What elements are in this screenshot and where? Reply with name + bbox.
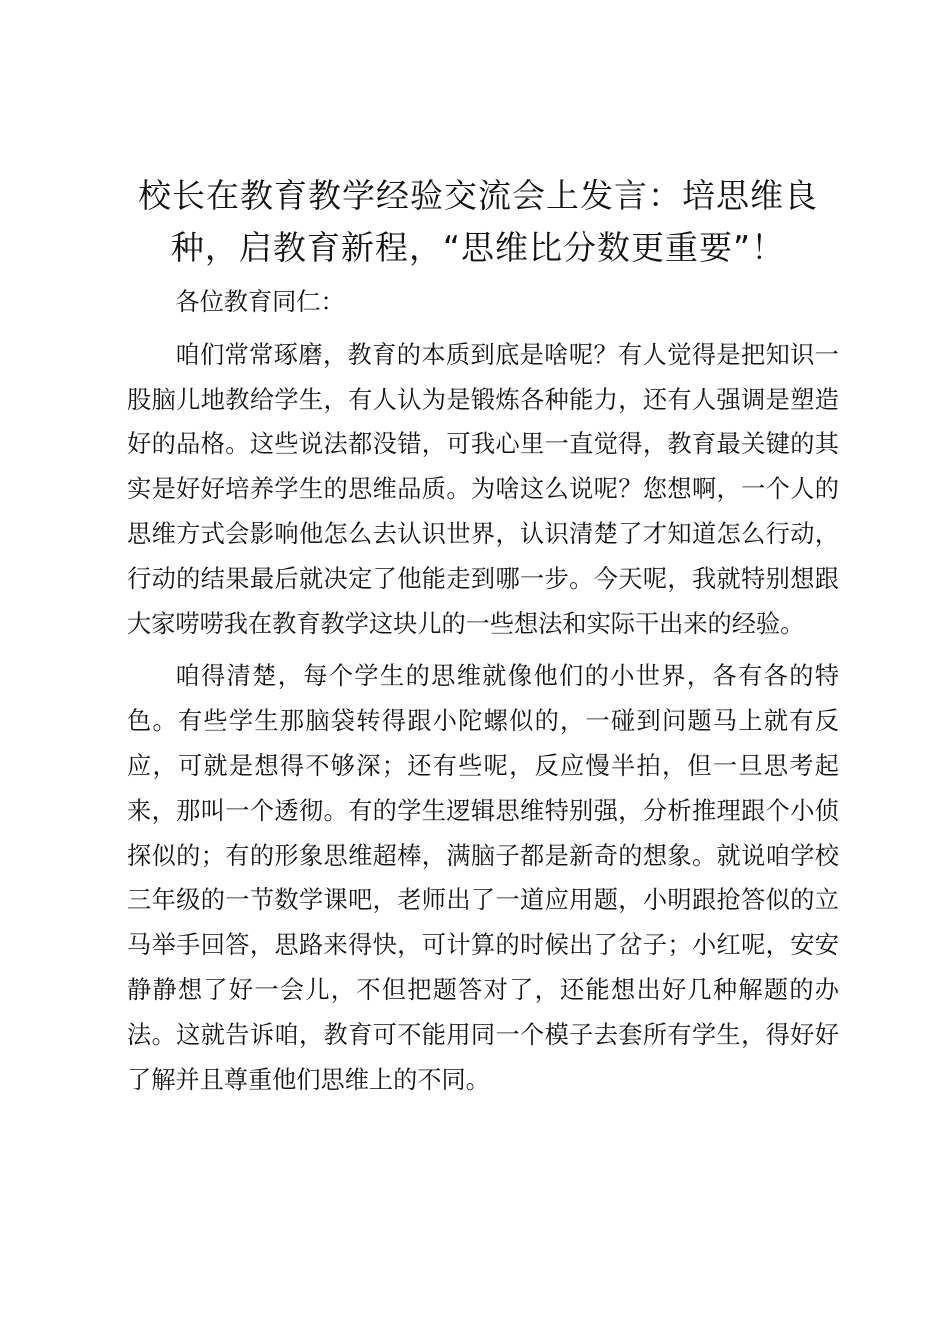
document-body: [127, 280, 839, 1110]
document-title: 校长在教育教学经验交流会上发言：培思维良种，启教育新程，“思维比分数更重要”！: [138, 176, 818, 267]
paragraph-1: 咱们常常琢磨，教育的本质到底是啥呢？有人觉得是把知识一股脑儿地教给学生，有人认为是锻炼各种能力，还有人强调是塑造好的品格。这些说法都没错，可我心里一直觉得，教育最关键的其实是好好培养学生的思维品质。为啥这么说呢？您想啊，一个人的思维方式会影响他怎么去认识世界，认识清楚了才知道怎么行动，行动的结果最后就决定了他能走到哪一步。今天呢，我就特别想跟大家唠唠我在教育教学这块儿的一些想法和实际干出来的经验。: [127, 340, 839, 638]
salutation: 各位教育同仁：: [175, 288, 345, 316]
paragraph-2: 咱得清楚，每个学生的思维就像他们的小世界，各有各的特色。有些学生那脑袋转得跟小陀螺似的，一碰到问题马上就有反应，可就是想得不够深；还有些呢，反应慢半拍，但一旦思考起来，那叫一个透彻。有的学生逻辑思维特别强，分析推理跟个小侦探似的；有的形象思维超棒，满脑子都是新奇的想象。就说咱学校三年级的一节数学课吧，老师出了一道应用题，小明跟抢答似的立马举手回答，思路来得快，可计算的时候出了岔子；小红呢，安安静静想了好一会儿，不但把题答对了，还能想出好几种解题的办法。这就告诉咱，教育可不能用同一个模子去套所有学生，得好好了解并且尊重他们思维上的不同。: [127, 662, 839, 1094]
